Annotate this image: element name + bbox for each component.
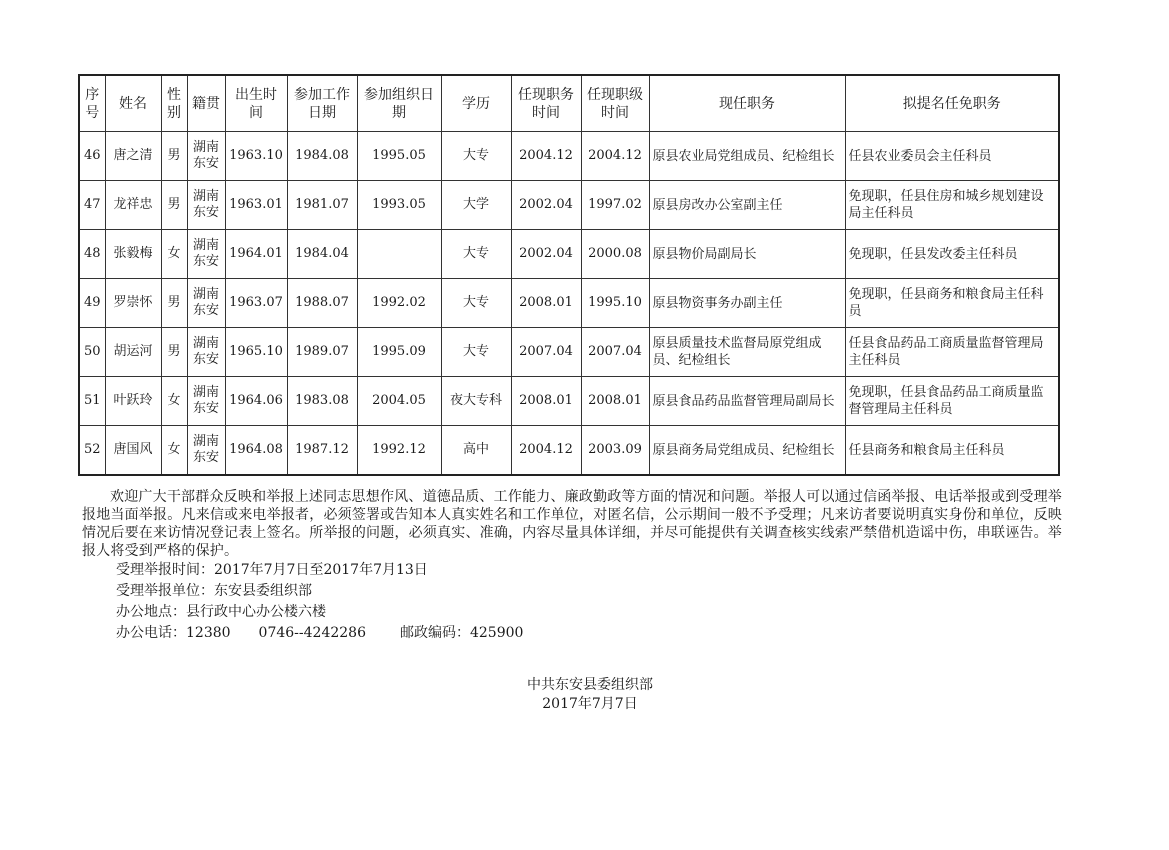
- col-header-current-rank-date: 任现职级时间: [581, 75, 649, 132]
- cell-current-post-date: 2002.04: [511, 230, 581, 279]
- cell-work-start-date: 1987.12: [287, 426, 357, 476]
- cell-proposed-post: 免现职，任县商务和粮食局主任科员: [845, 279, 1059, 328]
- cell-party-join-date: 1993.05: [357, 181, 441, 230]
- cell-birth-date: 1963.01: [225, 181, 287, 230]
- cell-current-post: 原县农业局党组成员、纪检组长: [649, 132, 845, 181]
- cell-work-start-date: 1989.07: [287, 328, 357, 377]
- cell-work-start-date: 1984.04: [287, 230, 357, 279]
- signature-org: 中共东安县委组织部: [527, 677, 653, 693]
- cell-gender: 男: [161, 279, 187, 328]
- cell-work-start-date: 1984.08: [287, 132, 357, 181]
- table-row: [79, 181, 1059, 230]
- cell-current-post: 原县质量技术监督局原党组成员、纪检组长: [649, 328, 845, 377]
- cell-native-place: 湖南东安: [187, 132, 225, 181]
- table-row: [79, 328, 1059, 377]
- cell-index: 46: [79, 132, 105, 181]
- cell-current-rank-date: 2008.01: [581, 377, 649, 426]
- col-header-proposed-post: 拟提名任免职务: [845, 75, 1059, 132]
- cell-name: 罗崇怀: [105, 279, 161, 328]
- cell-current-post-date: 2008.01: [511, 377, 581, 426]
- cell-party-join-date: 1995.09: [357, 328, 441, 377]
- cell-birth-date: 1963.10: [225, 132, 287, 181]
- col-header-birth-date: 出生时间: [225, 75, 287, 132]
- cell-party-join-date: 1992.02: [357, 279, 441, 328]
- office-phone: 办公电话：12380 0746--4242286: [116, 625, 366, 641]
- cell-index: 48: [79, 230, 105, 279]
- cell-current-post: 原县物价局副局长: [649, 230, 845, 279]
- cell-current-rank-date: 2000.08: [581, 230, 649, 279]
- table-row: [79, 426, 1059, 476]
- cell-name: 唐之清: [105, 132, 161, 181]
- cell-party-join-date: 1992.12: [357, 426, 441, 476]
- cell-gender: 女: [161, 230, 187, 279]
- postcode: 邮政编码：425900: [399, 625, 524, 641]
- cell-party-join-date: 2004.05: [357, 377, 441, 426]
- cell-name: 张毅梅: [105, 230, 161, 279]
- cell-education: 大专: [441, 230, 511, 279]
- report-notice: [82, 488, 1062, 644]
- col-header-native-place: 籍贯: [187, 75, 225, 132]
- cell-name: 唐国风: [105, 426, 161, 476]
- cell-name: 叶跃玲: [105, 377, 161, 426]
- cell-current-post: 原县商务局党组成员、纪检组长: [649, 426, 845, 476]
- cell-gender: 女: [161, 426, 187, 476]
- cell-party-join-date: 1995.05: [357, 132, 441, 181]
- cell-index: 52: [79, 426, 105, 476]
- cell-gender: 男: [161, 328, 187, 377]
- cell-current-rank-date: 2007.04: [581, 328, 649, 377]
- cell-index: 47: [79, 181, 105, 230]
- cell-work-start-date: 1988.07: [287, 279, 357, 328]
- col-header-work-start-date: 参加工作日期: [287, 75, 357, 132]
- cell-current-rank-date: 2004.12: [581, 132, 649, 181]
- cell-education: 大专: [441, 132, 511, 181]
- cell-current-rank-date: 1995.10: [581, 279, 649, 328]
- report-unit-line: 受理举报单位：东安县委组织部: [116, 583, 312, 599]
- table-body: [79, 132, 1059, 476]
- table-row: [79, 132, 1059, 181]
- cell-current-post-date: 2007.04: [511, 328, 581, 377]
- col-header-current-post: 现任职务: [649, 75, 845, 132]
- cell-proposed-post: 任县商务和粮食局主任科员: [845, 426, 1059, 476]
- signature-block: [490, 676, 690, 714]
- cell-current-post-date: 2002.04: [511, 181, 581, 230]
- cell-current-post: 原县食品药品监督管理局副局长: [649, 377, 845, 426]
- cell-native-place: 湖南东安: [187, 328, 225, 377]
- cell-birth-date: 1964.06: [225, 377, 287, 426]
- table-row: [79, 377, 1059, 426]
- contact-line: [82, 623, 1062, 644]
- cell-education: 夜大专科: [441, 377, 511, 426]
- cell-birth-date: 1964.08: [225, 426, 287, 476]
- cell-work-start-date: 1983.08: [287, 377, 357, 426]
- cell-current-post-date: 2004.12: [511, 426, 581, 476]
- cell-birth-date: 1964.01: [225, 230, 287, 279]
- col-header-gender: 性别: [161, 75, 187, 132]
- cell-name: 胡运河: [105, 328, 161, 377]
- cell-gender: 男: [161, 132, 187, 181]
- cell-native-place: 湖南东安: [187, 279, 225, 328]
- col-header-current-post-date: 任现职务时间: [511, 75, 581, 132]
- cell-index: 50: [79, 328, 105, 377]
- cell-current-post-date: 2008.01: [511, 279, 581, 328]
- cell-gender: 女: [161, 377, 187, 426]
- cell-education: 高中: [441, 426, 511, 476]
- cell-education: 大学: [441, 181, 511, 230]
- cell-work-start-date: 1981.07: [287, 181, 357, 230]
- cell-proposed-post: 免现职，任县发改委主任科员: [845, 230, 1059, 279]
- col-header-education: 学历: [441, 75, 511, 132]
- cell-index: 51: [79, 377, 105, 426]
- cell-current-rank-date: 1997.02: [581, 181, 649, 230]
- report-time-line: 受理举报时间：2017年7月7日至2017年7月13日: [116, 562, 428, 578]
- office-address-line: 办公地点：县行政中心办公楼六楼: [116, 604, 326, 620]
- cell-native-place: 湖南东安: [187, 181, 225, 230]
- cell-proposed-post: 免现职，任县住房和城乡规划建设局主任科员: [845, 181, 1059, 230]
- cell-current-post-date: 2004.12: [511, 132, 581, 181]
- cell-party-join-date: [357, 230, 441, 279]
- cell-birth-date: 1963.07: [225, 279, 287, 328]
- cell-index: 49: [79, 279, 105, 328]
- cell-proposed-post: 任县食品药品工商质量监督管理局主任科员: [845, 328, 1059, 377]
- col-header-index: 序号: [79, 75, 105, 132]
- col-header-party-join-date: 参加组织日期: [357, 75, 441, 132]
- cadre-roster-table: [78, 74, 1060, 476]
- cell-native-place: 湖南东安: [187, 377, 225, 426]
- cell-proposed-post: 任县农业委员会主任科员: [845, 132, 1059, 181]
- cell-name: 龙祥忠: [105, 181, 161, 230]
- table-row: [79, 230, 1059, 279]
- notice-paragraph: 欢迎广大干部群众反映和举报上述同志思想作风、道德品质、工作能力、廉政勤政等方面的情况和问题。举报人可以通过信函举报、电话举报或到受理举报地当面举报。凡来信或来电举报者，必须签署或告知本人真实姓名和工作单位，对匿名信，公示期间一般不予受理；凡来访者要说明真实身份和单位，反映情况后要在来访情况登记表上签名。所举报的问题，必须真实、准确，内容尽量具体详细，并尽可能提供有关调查核实线索严禁借机造谣中伤，串联诬告。举报人将受到严格的保护。: [82, 489, 1062, 559]
- col-header-name: 姓名: [105, 75, 161, 132]
- cell-current-rank-date: 2003.09: [581, 426, 649, 476]
- table-row: [79, 279, 1059, 328]
- cell-education: 大专: [441, 328, 511, 377]
- cell-current-post: 原县物资事务办副主任: [649, 279, 845, 328]
- cell-education: 大专: [441, 279, 511, 328]
- cell-birth-date: 1965.10: [225, 328, 287, 377]
- table-header-row: [79, 75, 1059, 132]
- signature-date: 2017年7月7日: [542, 696, 638, 712]
- cell-proposed-post: 免现职，任县食品药品工商质量监督管理局主任科员: [845, 377, 1059, 426]
- cell-current-post: 原县房改办公室副主任: [649, 181, 845, 230]
- cell-native-place: 湖南东安: [187, 426, 225, 476]
- cell-native-place: 湖南东安: [187, 230, 225, 279]
- cell-gender: 男: [161, 181, 187, 230]
